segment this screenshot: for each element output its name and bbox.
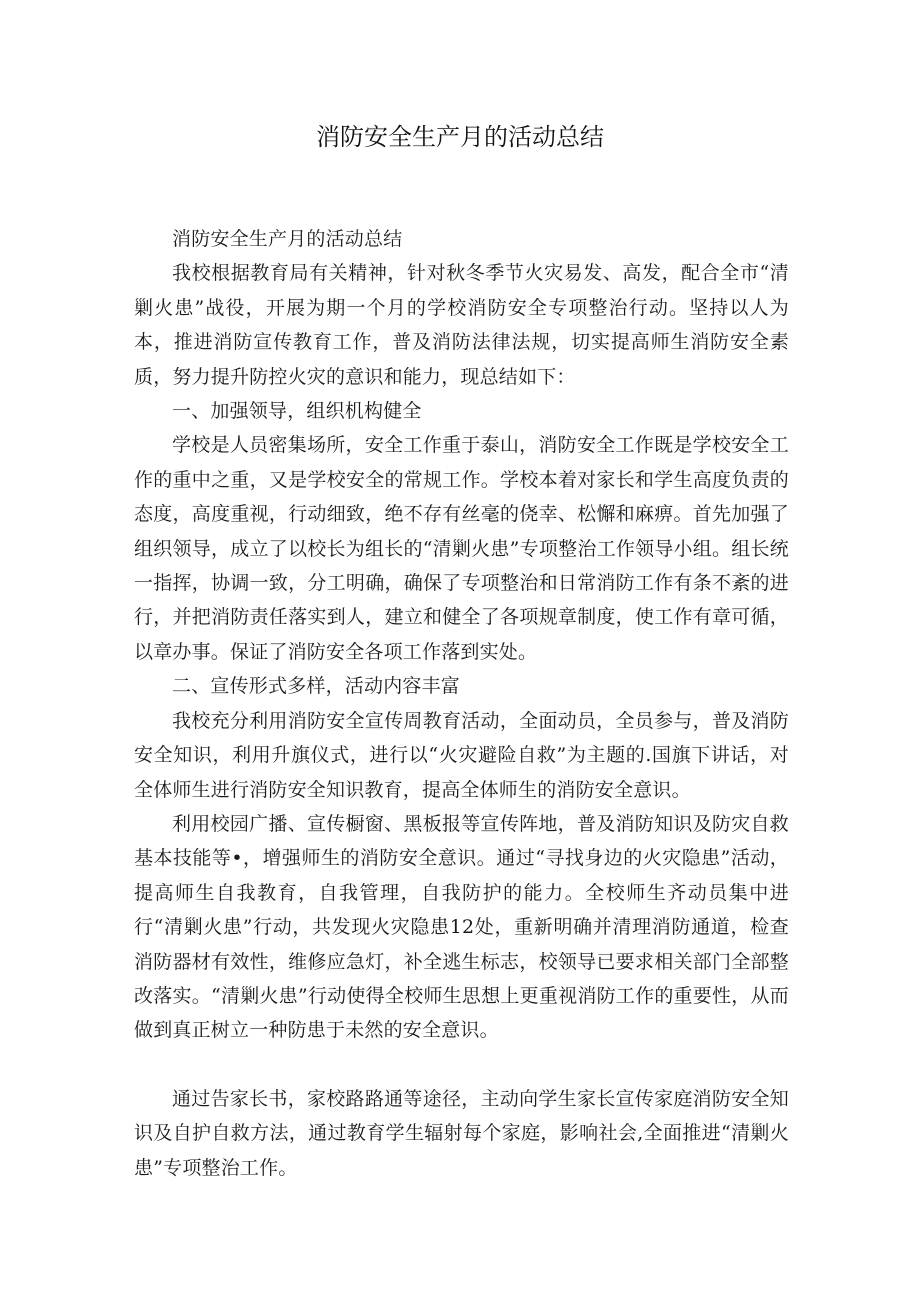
paragraph-intro: 我校根据教育局有关精神，针对秋冬季节火灾易发、高发，配合全市“清剿火患”战役，开展为期一个月的学校消防安全专项整治行动。坚持以人为本，推进消防宣传教育工作，普及消防法律法规，切实提高师生消防安全素质，努力提升防控火灾的意识和能力，现总结如下： [134, 262, 789, 388]
document-body [134, 222, 789, 1185]
section-heading-2: 二、宣传形式多样，活动内容丰富 [172, 675, 461, 698]
section-heading-1: 一、加强领导，组织机构健全 [172, 400, 422, 423]
paragraph-section-2b: 利用校园广播、宣传橱窗、黑板报等宣传阵地，普及消防知识及防灾自救基本技能等•，增强师生的消防安全意识。通过“寻找身边的火灾隐患”活动，提高师生自我教育，自我管理，自我防护的能力。全校师生齐动员集中进行“清剿火患”行动，共发现火灾隐患12处，重新明确并清理消防通道，检查消防器材有效性，维修应急灯，补全逃生标志，校领导已要求相关部门全部整改落实。“清剿火患”行动使得全校师生思想上更重视消防工作的重要性，从而做到真正树立一种防患于未然的安全意识。 [134, 812, 789, 1042]
paragraph-section-1: 学校是人员密集场所，安全工作重于泰山，消防安全工作既是学校安全工作的重中之重，又是学校安全的常规工作。学校本着对家长和学生高度负责的态度，高度重视，行动细致，绝不存有丝毫的侥幸、松懈和麻痹。首先加强了组织领导，成立了以校长为组长的“清剿火患”专项整治工作领导小组。组长统一指挥，协调一致，分工明确，确保了专项整治和日常消防工作有条不紊的进行，并把消防责任落实到人，建立和健全了各项规章制度，使工作有章可循，以章办事。保证了消防安全各项工作落到实处。 [134, 434, 789, 663]
paragraph-section-2a: 我校充分利用消防安全宣传周教育活动，全面动员，全员参与，普及消防安全知识，利用升旗仪式，进行以“火灾避险自救”为主题的.国旗下讲话，对全体师生进行消防安全知识教育，提高全体师生的消防安全意识。 [134, 709, 789, 801]
paragraph-section-2c: 通过告家长书，家校路路通等途径，主动向学生家长宣传家庭消防安全知识及自护自救方法，通过教育学生辐射每个家庭，影响社会,全面推进“清剿火患”专项整治工作。 [134, 1087, 789, 1179]
document-title: 消防安全生产月的活动总结 [316, 123, 604, 151]
body-subtitle: 消防安全生产月的活动总结 [172, 228, 403, 250]
